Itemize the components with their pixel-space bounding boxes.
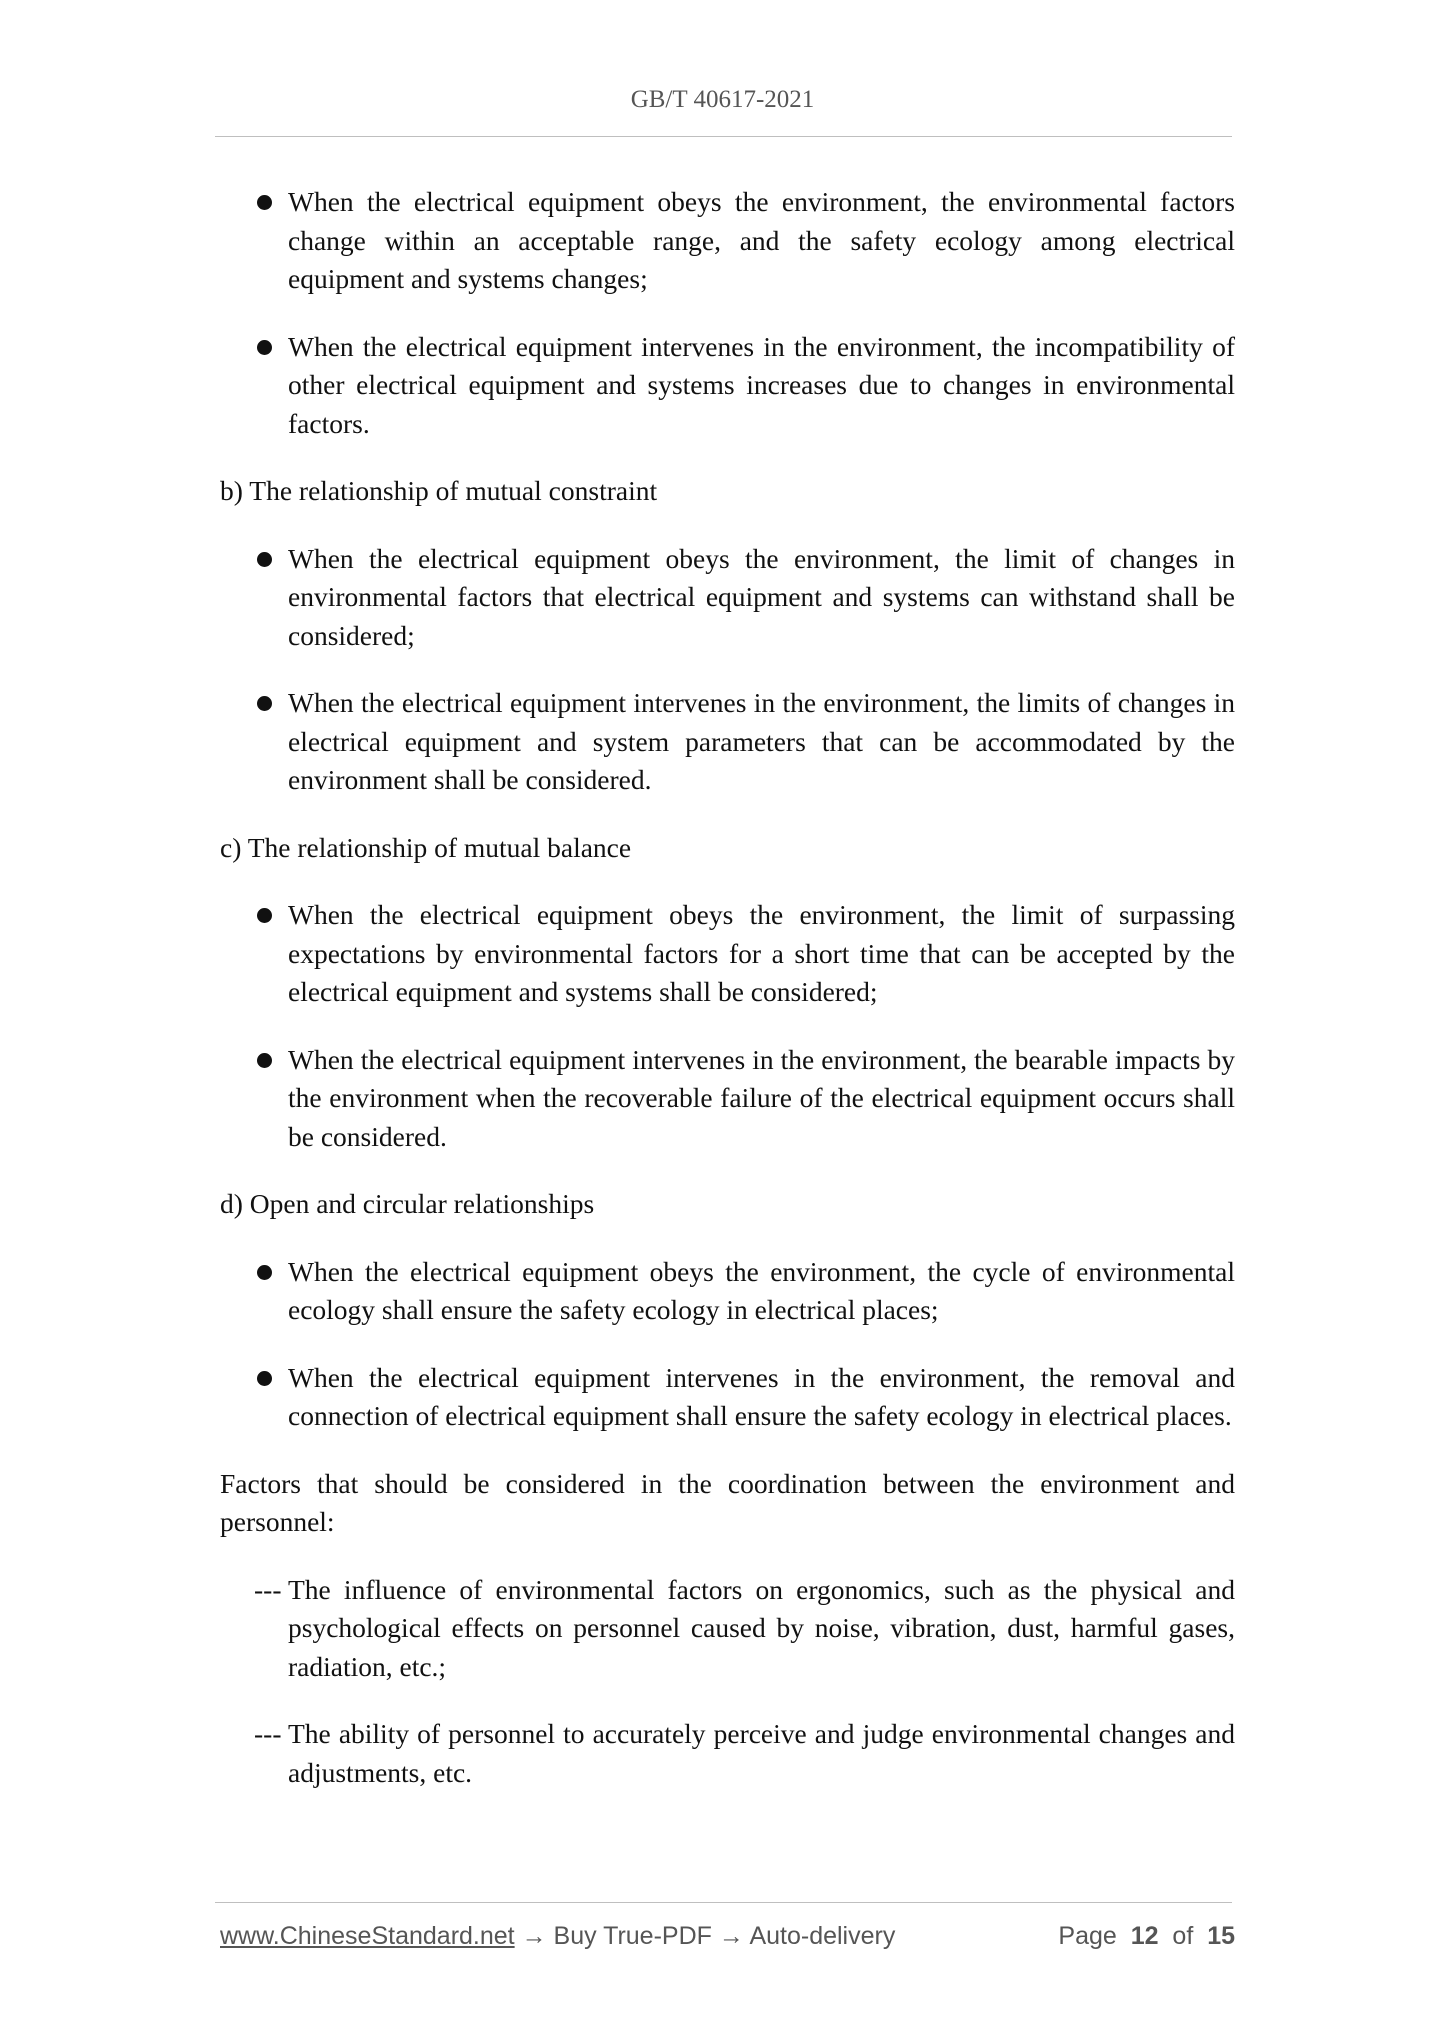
list-item bbox=[220, 1041, 1235, 1157]
list-item-text: When the electrical equipment intervenes in the environment, the removal and connection of electrical equipment shall ensure the safety ecology in electrical places. bbox=[288, 1361, 1235, 1431]
footer-promo bbox=[220, 1922, 895, 1951]
list-item bbox=[220, 540, 1235, 656]
personnel-intro-paragraph: Factors that should be considered in the coordination between the environment and personnel: bbox=[220, 1467, 1235, 1537]
arrow-right-icon: → bbox=[718, 1922, 744, 1950]
bullet-icon bbox=[257, 1265, 272, 1280]
buy-text: Buy True-PDF bbox=[553, 1922, 712, 1950]
list-item-text: When the electrical equipment obeys the environment, the cycle of environmental ecology shall ensure the safety ecology in electrical places; bbox=[288, 1255, 1235, 1325]
page-current: 12 bbox=[1130, 1922, 1159, 1950]
dash-marker: --- bbox=[254, 1718, 282, 1749]
bullet-icon bbox=[257, 908, 272, 923]
page-total: 15 bbox=[1207, 1922, 1235, 1950]
document-header-title: GB/T 40617-2021 bbox=[630, 86, 815, 113]
page-label: Page bbox=[1058, 1922, 1117, 1950]
section-heading-d: d) Open and circular relationships bbox=[220, 1188, 595, 1219]
list-item-text: The ability of personnel to accurately perceive and judge environmental changes and adjustments, etc. bbox=[288, 1718, 1235, 1788]
bullet-icon bbox=[257, 1371, 272, 1386]
list-item bbox=[220, 183, 1235, 299]
list-item-text: The influence of environmental factors on ergonomics, such as the physical and psychological effects on personnel caused by noise, vibration, dust, harmful gases, radiation, etc.; bbox=[288, 1573, 1235, 1682]
list-item bbox=[220, 328, 1235, 444]
section-heading-c: c) The relationship of mutual balance bbox=[220, 831, 632, 863]
list-item bbox=[220, 1571, 1235, 1687]
list-item-text: When the electrical equipment obeys the environment, the environmental factors change within an acceptable range, and the safety ecology among electrical equipment and systems changes; bbox=[288, 186, 1235, 294]
bullet-icon bbox=[257, 696, 272, 711]
bullet-icon bbox=[257, 1053, 272, 1068]
list-item bbox=[220, 1359, 1235, 1436]
list-item-text: When the electrical equipment intervenes in the environment, the bearable impacts by the environment when the recoverable failure of the electrical equipment occurs shall be considered. bbox=[288, 1043, 1235, 1152]
section-heading-b: b) The relationship of mutual constraint bbox=[220, 475, 658, 506]
header-divider bbox=[215, 136, 1232, 137]
bullet-icon bbox=[257, 195, 272, 210]
page-number bbox=[1058, 1922, 1235, 1951]
list-item bbox=[220, 896, 1235, 1012]
bullet-icon bbox=[257, 552, 272, 567]
delivery-text: Auto-delivery bbox=[749, 1922, 896, 1950]
list-item-text: When the electrical equipment obeys the environment, the limit of surpassing expectations by environmental factors for a short time that can be accepted by the electrical equipment and systems shall be considered; bbox=[288, 899, 1235, 1007]
list-item bbox=[220, 1715, 1235, 1792]
list-item-text: When the electrical equipment intervenes in the environment, the incompatibility of other electrical equipment and systems increases due to changes in environmental factors. bbox=[288, 330, 1235, 439]
bullet-icon bbox=[257, 340, 272, 355]
website-link[interactable]: www.ChineseStandard.net bbox=[220, 1922, 515, 1950]
page-of: of bbox=[1172, 1922, 1194, 1950]
page-footer bbox=[220, 1922, 1235, 1962]
list-item bbox=[220, 684, 1235, 800]
list-item bbox=[220, 1253, 1235, 1330]
document-body bbox=[220, 183, 1235, 1821]
list-item-text: When the electrical equipment obeys the environment, the limit of changes in environmental factors that electrical equipment and systems can withstand shall be considered; bbox=[288, 542, 1235, 651]
dash-marker: --- bbox=[254, 1573, 282, 1605]
arrow-right-icon: → bbox=[521, 1922, 547, 1950]
list-item-text: When the electrical equipment intervenes in the environment, the limits of changes in electrical equipment and system parameters that can be accommodated by the environment shall be considered. bbox=[288, 687, 1235, 795]
footer-divider bbox=[215, 1902, 1232, 1903]
